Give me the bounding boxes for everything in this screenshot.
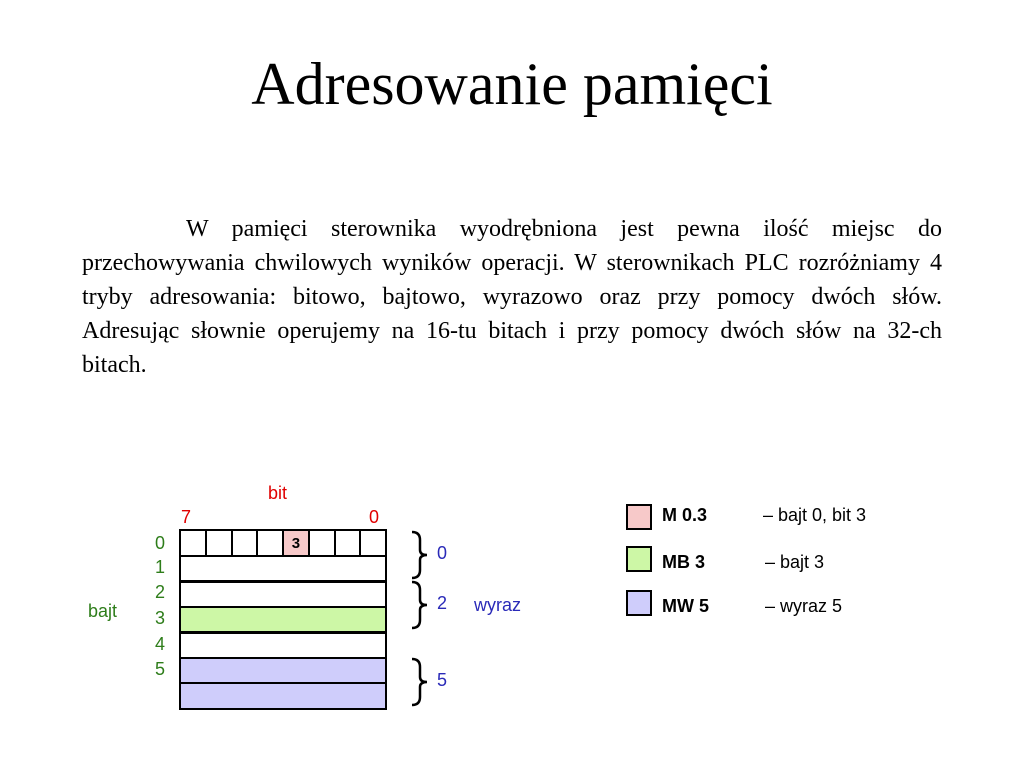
legend-code-word: MW 5 <box>662 596 709 616</box>
bit-label: bit <box>268 483 288 503</box>
legend-desc-bit: – bajt 0, bit 3 <box>763 505 867 525</box>
bit-cell <box>181 531 207 555</box>
bit-cell-highlighted: 3 <box>284 531 310 555</box>
legend-swatch-bit <box>626 504 652 530</box>
legend-code-byte: MB 3 <box>662 552 706 572</box>
word-number-5: 5 <box>437 670 448 690</box>
bit-cell <box>258 531 284 555</box>
bit-cell <box>336 531 362 555</box>
body-paragraph: W pamięci sterownika wyodrębniona jest pewna ilość miejsc do przechowywania chwilowych wyników operacji. W sterownikach PLC rozróżniamy 4 tryby adresowania: bitowo, bajtowo, wyrazowo oraz przy pomocy dwóch słów. Adresując słownie operujemy na 16-tu bitach i przy pomocy dwóch słów na 32-ch bitach. <box>82 216 942 378</box>
byte-number-3: 3 <box>155 608 166 628</box>
word-number-0: 0 <box>437 543 448 563</box>
byte-number-4: 4 <box>155 634 166 654</box>
bit-cell <box>310 531 336 555</box>
legend-swatch-byte <box>626 546 652 572</box>
word-number-2: 2 <box>437 593 448 613</box>
byte-number-0: 0 <box>155 533 166 553</box>
byte-row-0 <box>179 529 387 557</box>
brace-icon <box>408 530 430 580</box>
byte-number-1: 1 <box>155 557 166 577</box>
legend-swatch-word <box>626 590 652 616</box>
byte-number-5: 5 <box>155 659 166 679</box>
byte-row-1 <box>179 555 387 583</box>
bit-high-index: 7 <box>181 507 192 527</box>
legend-code-bit: M 0.3 <box>662 505 708 525</box>
byte-row-6 <box>179 682 387 710</box>
word-label: wyraz <box>474 595 522 615</box>
byte-row-4 <box>179 631 387 659</box>
legend-desc-byte: – bajt 3 <box>765 552 825 572</box>
brace-icon <box>408 580 430 630</box>
brace-icon <box>408 657 430 707</box>
legend-desc-word: – wyraz 5 <box>765 596 843 616</box>
bit-cell <box>361 531 385 555</box>
byte-row-3 <box>179 606 387 634</box>
bit-low-index: 0 <box>369 507 380 527</box>
byte-row-2 <box>179 580 387 608</box>
page-title: Adresowanie pamięci <box>251 51 773 117</box>
bit-cell <box>207 531 233 555</box>
byte-row-5 <box>179 657 387 685</box>
byte-number-2: 2 <box>155 582 166 602</box>
byte-label: bajt <box>88 601 118 621</box>
bit-cell <box>233 531 259 555</box>
